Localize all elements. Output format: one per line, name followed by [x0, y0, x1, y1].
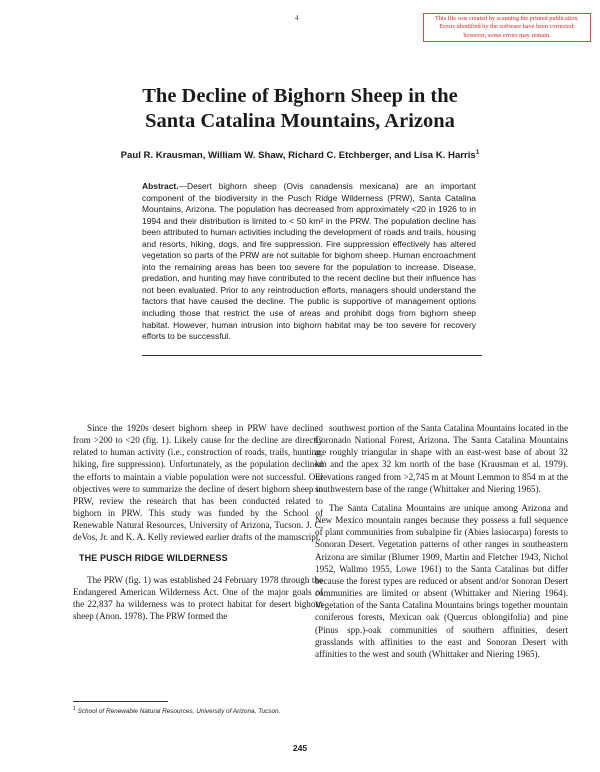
vegetation-paragraph: The Santa Catalina Mountains are unique among Arizona and New Mexico mountain ranges because they possess a full sequence of plant communities from subalpine fir (Abies lasiocarpa) forests to Sonoran Desert. Vegetation patterns of other ranges in southeastern Arizona are similar (Blumer 1909, Martin and Fletcher 1943, Nichol 1952, Wallmo 1955, Lowe 1961) to the Santa Catalinas but differ because the forest types are reduced or absent and/or Sonoran Desert communities are limited or absent (Whittaker and Niering 1964). Vegetation of the Santa Catalina Mountains brings together mountain coniferous forests, Mexican oak (Quercus oblongifolia) and pine (Pinus spp.)-oak communities of southern affinities, desert grasslands with affinities to the east and Sonoran Desert with affinities to the west and south (Whittaker and Niering 1965).	[315, 502, 568, 659]
footnote-marker: 1	[73, 706, 76, 712]
section-heading: THE PUSCH RIDGE WILDERNESS	[79, 552, 228, 563]
intro-paragraph: Since the 1920s desert bighorn sheep in PRW have declined from >200 to <20 (fig. 1). Likely cause for the decline are directly related to human activity (i.e., construction of roads, trails, hunting, hiking, fire suppression). Unfortunately, as the population declined the efforts to maintain a viable population were not successful. Our objectives were to summarize the decline of desert bighorn sheep in PRW, review the research that has been conducted related to bighorn in PRW. This study was funded by the School of Renewable Natural Resources, University of Arizona, Tucson. J. C. deVos, Jr. and K. A. Kelly reviewed earlier drafts of the manuscript.	[73, 423, 323, 543]
column-right	[315, 422, 568, 667]
footnote-text: School of Renewable Natural Resources, University of Arizona, Tucson.	[77, 708, 281, 716]
abstract-label: Abstract.	[142, 181, 179, 191]
abstract-divider	[142, 355, 482, 356]
title-line-2: Santa Catalina Mountains, Arizona	[145, 110, 455, 132]
footnote	[73, 705, 328, 716]
scan-notice	[423, 13, 591, 42]
page-number: 245	[292, 743, 308, 753]
paper-title	[40, 84, 560, 134]
footnote-divider	[73, 701, 168, 702]
abstract	[142, 181, 476, 343]
scan-notice-line-2: Errors identified by the software have been corrected;	[439, 23, 575, 31]
page-mark: 4	[295, 14, 299, 22]
author-list	[55, 149, 545, 161]
scan-notice-line-1: This file was created by scanning the printed publication.	[434, 15, 580, 22]
location-paragraph: southwest portion of the Santa Catalina Mountains located in the Coronado National Forest, Arizona. The Santa Catalina Mountains are roughly triangular in shape with an east-west base of about 32 km and the apex 32 km north of the base (Krausman et al. 1979). Elevations ranged from >2,745 m at Mount Lemmon to 854 m at the southwestern base of the range (Whittaker and Niering 1965).	[315, 423, 568, 494]
abstract-text: —Desert bighorn sheep (Ovis canadensis mexicana) are an important component of the biodiversity in the Pusch Ridge Wilderness (PRW), Santa Catalina Mountains, Arizona. The population has decreased from approximately <20 in 1926 to in 1994 and their distribution is limited to < 50 km² in the PRW. The population decline has been attributed to human activities including the development of roads and trails, housing and resorts, hiking, dogs, and fire suppression. Fire suppression effectively has altered vegetation so parts of the PRW are not suitable for bighorn sheep. Human encroachment into the remaining areas has been too severe for the population to increase. Disease, predation, and hunting may have contributed to the recent decline but their influence has not been evaluated. Prior to any reintroduction efforts, managers should understand the factors that have caused the decline. The public is supportive of management options including those that restrict the use of areas and prohibit dogs from bighorn sheep habitat. However, human intrusion into bighorn habitat may be too severe for recovery efforts to be successful.	[142, 181, 476, 342]
prw-paragraph: The PRW (fig. 1) was established 24 February 1978 through the Endangered American Wilderness Act. One of the major goals of the 22,837 ha wilderness was to protect habitat for desert bighorn sheep (Anon. 1978). The PRW formed the	[73, 574, 323, 622]
author-names: Paul R. Krausman, William W. Shaw, Richard C. Etchberger, and Lisa K. Harris	[120, 150, 476, 162]
column-left	[73, 422, 323, 629]
author-footnote-marker: 1	[475, 149, 480, 156]
scan-notice-line-3: however, some errors may remain.	[463, 31, 551, 39]
title-line-1: The Decline of Bighorn Sheep in the	[142, 85, 458, 107]
